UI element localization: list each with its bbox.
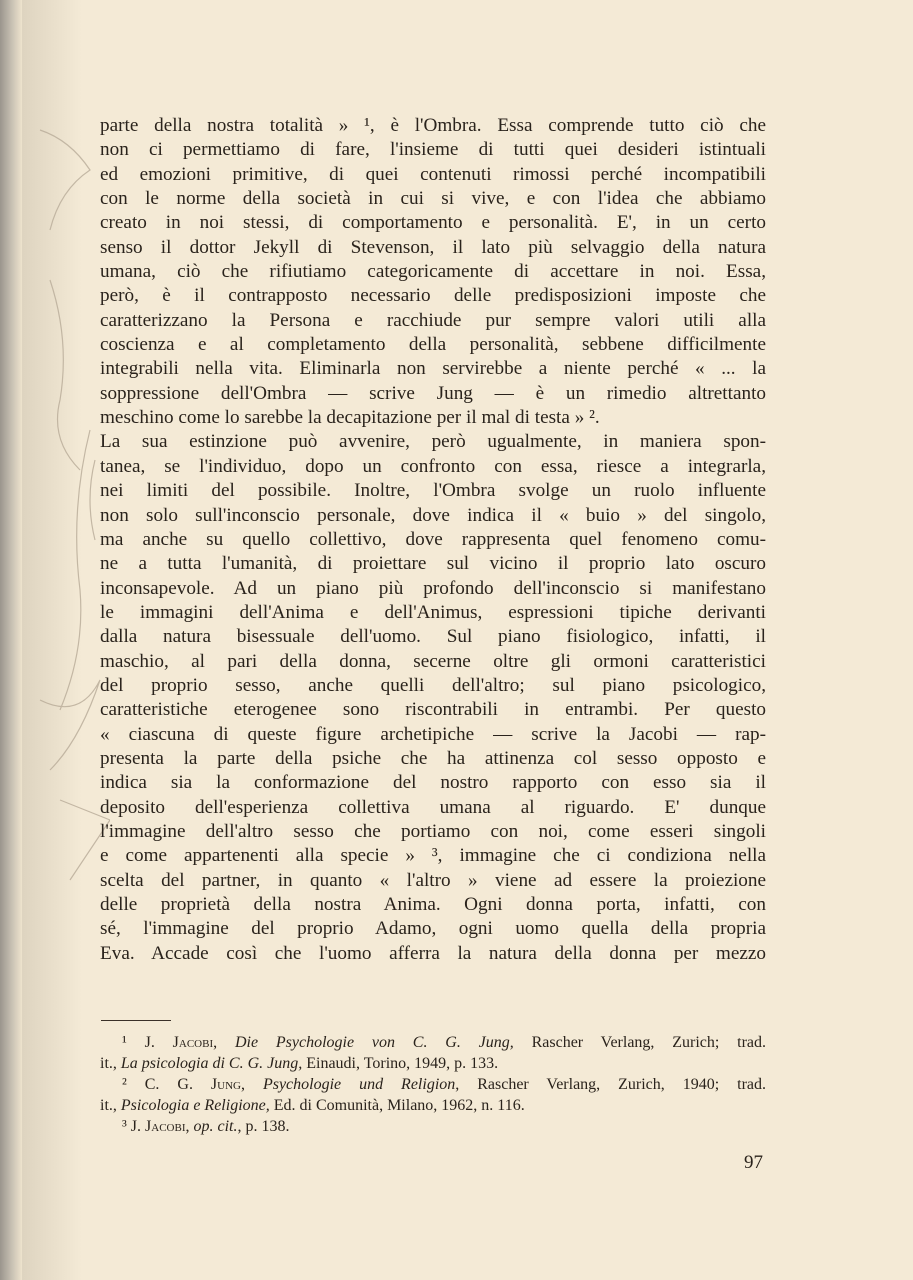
body-line: e come appartenenti alla specie » ³, immagine che ci condiziona nella xyxy=(100,845,766,867)
footnote-line xyxy=(100,1032,766,1053)
footnote-text: ² C. G. xyxy=(122,1076,211,1093)
body-line: non ci permettiamo di fare, l'insieme di tutti quei desideri istintuali xyxy=(100,139,766,161)
body-line: creato in noi stessi, di comportamento e personalità. E', in un certo xyxy=(100,212,766,234)
footnote-separator xyxy=(101,1020,171,1021)
footnote-text: Rascher Verlang, Zurich; trad. xyxy=(513,1034,767,1051)
page-binding-edge xyxy=(0,0,22,1280)
body-line: indica sia la conformazione del nostro rapporto con esso sia il xyxy=(100,772,766,794)
body-line: con le norme della società in cui si vive, e con l'idea che abbiamo xyxy=(100,188,766,210)
page-number: 97 xyxy=(744,1152,763,1173)
body-line: integrabili nella vita. Eliminarla non servirebbe a niente perché « ... la xyxy=(100,358,766,380)
footnote-line xyxy=(100,1074,766,1095)
body-line: caratteristiche eterogenee sono riscontrabili in entrambi. Per questo xyxy=(100,699,766,721)
body-line: maschio, al pari della donna, secerne oltre gli ormoni caratteristici xyxy=(100,650,766,672)
footnote-text: op. cit. xyxy=(193,1118,238,1135)
pencil-margin-scribble xyxy=(20,100,110,900)
body-line: però, è il contrapposto necessario delle predisposizioni imposte che xyxy=(100,285,766,307)
body-line: « ciascuna di queste figure archetipiche — scrive la Jacobi — rap- xyxy=(100,723,766,745)
body-line: ma anche su quello collettivo, dove rappresenta quel fenomeno comu- xyxy=(100,528,766,550)
body-line: inconsapevole. Ad un piano più profondo dell'inconscio si manifestano xyxy=(100,577,766,599)
body-line: ed emozioni primitive, di quei contenuti rimossi perché incompatibili xyxy=(100,163,766,185)
body-line: caratterizzano la Persona e racchiude pur sempre valori utili alla xyxy=(100,309,766,331)
footnote-text: Einaudi, Torino, 1949, p. 133. xyxy=(302,1055,499,1072)
footnote-text: Jung xyxy=(210,1076,241,1093)
footnote-text: , p. 138. xyxy=(237,1118,290,1135)
body-line: non solo sull'inconscio personale, dove indica il « buio » del singolo, xyxy=(100,504,766,526)
footnote-text: ¹ J. xyxy=(122,1034,173,1051)
footnote-line xyxy=(100,1116,766,1137)
body-line: umana, ciò che rifiutiamo categoricamente di accettare in noi. Essa, xyxy=(100,261,766,283)
footnote-text: it., xyxy=(100,1055,121,1072)
footnote-text: Ed. di Comunità, Milano, 1962, n. 116. xyxy=(269,1097,525,1114)
footnote-text: Psicologia e Religione, xyxy=(120,1097,270,1114)
body-line: scelta del partner, in quanto « l'altro » viene ad essere la proiezione xyxy=(100,869,766,891)
body-line: soppressione dell'Ombra — scrive Jung — è un rimedio altrettanto xyxy=(100,382,766,404)
footnote-line xyxy=(100,1095,766,1116)
footnote-line xyxy=(100,1053,766,1074)
body-line: sé, l'immagine del proprio Adamo, ogni uomo quella della propria xyxy=(100,918,766,940)
footnote-text: , xyxy=(185,1118,194,1135)
body-line: nei limiti del possibile. Inoltre, l'Ombra svolge un ruolo influente xyxy=(100,480,766,502)
footnote-text: La psicologia di C. G. Jung, xyxy=(120,1055,303,1072)
body-line: delle proprietà della nostra Anima. Ogni donna porta, infatti, con xyxy=(100,894,766,915)
body-line: meschino come lo sarebbe la decapitazione per il mal di testa » ². xyxy=(100,407,600,429)
body-line: deposito dell'esperienza collettiva umana al riguardo. E' dunque xyxy=(100,796,766,818)
body-line: presenta la parte della psiche che ha attinenza col sesso opposto e xyxy=(100,747,766,769)
footnote-text: , xyxy=(240,1076,263,1093)
footnote-text: it., xyxy=(100,1097,121,1114)
body-line: l'immagine dell'altro sesso che portiamo con noi, come esseri singoli xyxy=(100,820,766,842)
body-line: ne a tutta l'umanità, di proiettare sul vicino il proprio lato oscuro xyxy=(100,553,766,575)
footnote-text: , Rascher Verlang, Zurich, 1940; trad. xyxy=(455,1076,767,1093)
body-line: senso il dottor Jekyll di Stevenson, il lato più selvaggio della natura xyxy=(100,236,766,258)
body-line: Eva. Accade così che l'uomo afferra la natura della donna per mezzo xyxy=(100,942,766,964)
body-line: del proprio sesso, anche quelli dell'altro; sul piano psicologico, xyxy=(100,674,766,696)
footnote-text: , xyxy=(213,1034,235,1051)
footnote-text: Psychologie und Religion xyxy=(262,1076,456,1093)
footnote-text: Die Psychologie von C. G. Jung, xyxy=(234,1034,514,1051)
body-line: La sua estinzione può avvenire, però ugualmente, in maniera spon- xyxy=(100,431,766,453)
footnote-text: Jacobi xyxy=(172,1034,214,1051)
body-line: coscienza e al completamento della personalità, sebbene difficilmente xyxy=(100,334,766,356)
body-line: le immagini dell'Anima e dell'Animus, espressioni tipiche derivanti xyxy=(100,601,766,623)
footnote-text: Jacobi xyxy=(145,1118,186,1135)
body-line: parte della nostra totalità » ¹, è l'Ombra. Essa comprende tutto ciò che xyxy=(100,115,766,136)
footnotes xyxy=(100,1032,766,1137)
body-line: dalla natura bisessuale dell'uomo. Sul piano fisiologico, infatti, il xyxy=(100,626,766,648)
body-line: tanea, se l'individuo, dopo un confronto con essa, riesce a integrarla, xyxy=(100,455,766,477)
footnote-text: ³ J. xyxy=(122,1118,146,1135)
body-text xyxy=(100,114,766,966)
